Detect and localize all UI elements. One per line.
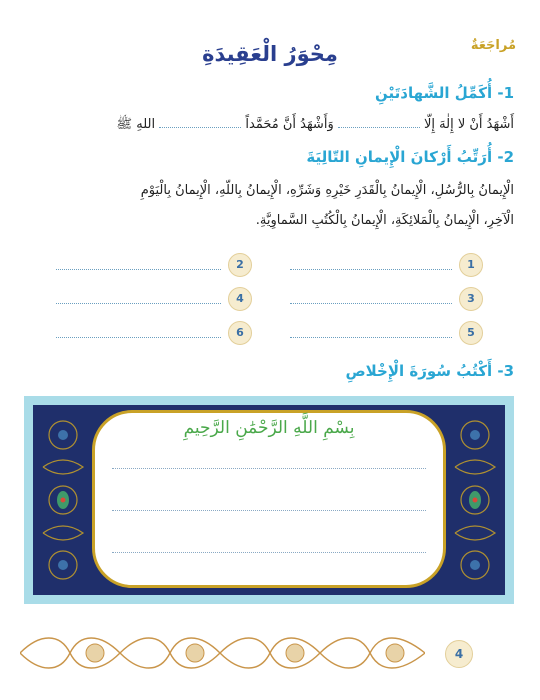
answer-line-2[interactable]	[56, 269, 221, 270]
answer-number-3: 3	[459, 287, 483, 311]
shahada-part-1: أَشْهَدُ أَنْ لا إِلٰهَ إِلّا	[424, 117, 514, 132]
question-2-text	[26, 176, 514, 236]
basmala-calligraphy: بِسْمِ اللَّهِ الرَّحْمَٰنِ الرَّحِيمِ	[183, 418, 355, 438]
shahada-part-2: وَأَشْهَدُ أَنَّ مُحَمَّداً	[245, 117, 334, 132]
answer-number-5: 5	[459, 321, 483, 345]
question-2-number: 2-	[497, 148, 514, 166]
answer-number-4: 4	[228, 287, 252, 311]
question-3-title: أَكْتُبُ سُورَةَ الْإِخْلاصِ	[345, 362, 493, 380]
answer-number-1: 1	[459, 253, 483, 277]
question-1-sentence	[26, 110, 514, 140]
writing-line-1[interactable]	[112, 468, 426, 469]
question-3-heading	[345, 362, 514, 380]
answer-line-5[interactable]	[290, 337, 452, 338]
blank-1[interactable]	[338, 115, 420, 128]
section-tag: مُراجَعَةٌ	[470, 38, 516, 53]
answer-number-2: 2	[228, 253, 252, 277]
footer-ornament-icon	[20, 628, 425, 678]
answer-number-6: 6	[228, 321, 252, 345]
question-2-text-line-2: الْآخِرِ، الْإِيمانُ بِالْمَلائِكَةِ، الْإِيمانُ بِالْكُتُبِ السَّماوِيَّةِ.	[255, 213, 514, 228]
question-1-number: 1-	[497, 84, 514, 102]
question-3-number: 3-	[497, 362, 514, 380]
writing-line-3[interactable]	[112, 552, 426, 553]
answer-line-6[interactable]	[56, 337, 221, 338]
shahada-part-3: اللهِ ﷺ	[116, 117, 156, 132]
answer-line-4[interactable]	[56, 303, 221, 304]
page-number: 4	[445, 640, 473, 668]
question-2-title: أُرَتِّبُ أَرْكانَ الْإِيمانِ التّالِيَةَ	[306, 148, 493, 166]
question-2-heading	[306, 148, 514, 166]
blank-2[interactable]	[159, 115, 241, 128]
writing-line-2[interactable]	[112, 510, 426, 511]
answer-line-3[interactable]	[290, 303, 452, 304]
page-title: مِحْوَرُ الْعَقِيدَةِ	[202, 42, 338, 66]
question-1-title: أُكَمِّلُ الشَّهادَتَيْنِ	[375, 84, 493, 102]
answer-line-1[interactable]	[290, 269, 452, 270]
question-1-heading	[375, 84, 514, 102]
question-2-text-line-1: الْإِيمانُ بِالرُّسُلِ، الْإِيمانُ بِالْقَدَرِ خَيْرِهِ وَشَرِّهِ، الْإِيمانُ بِاللّهِ، الْإِيمانُ بِالْيَوْمِ	[140, 183, 514, 198]
